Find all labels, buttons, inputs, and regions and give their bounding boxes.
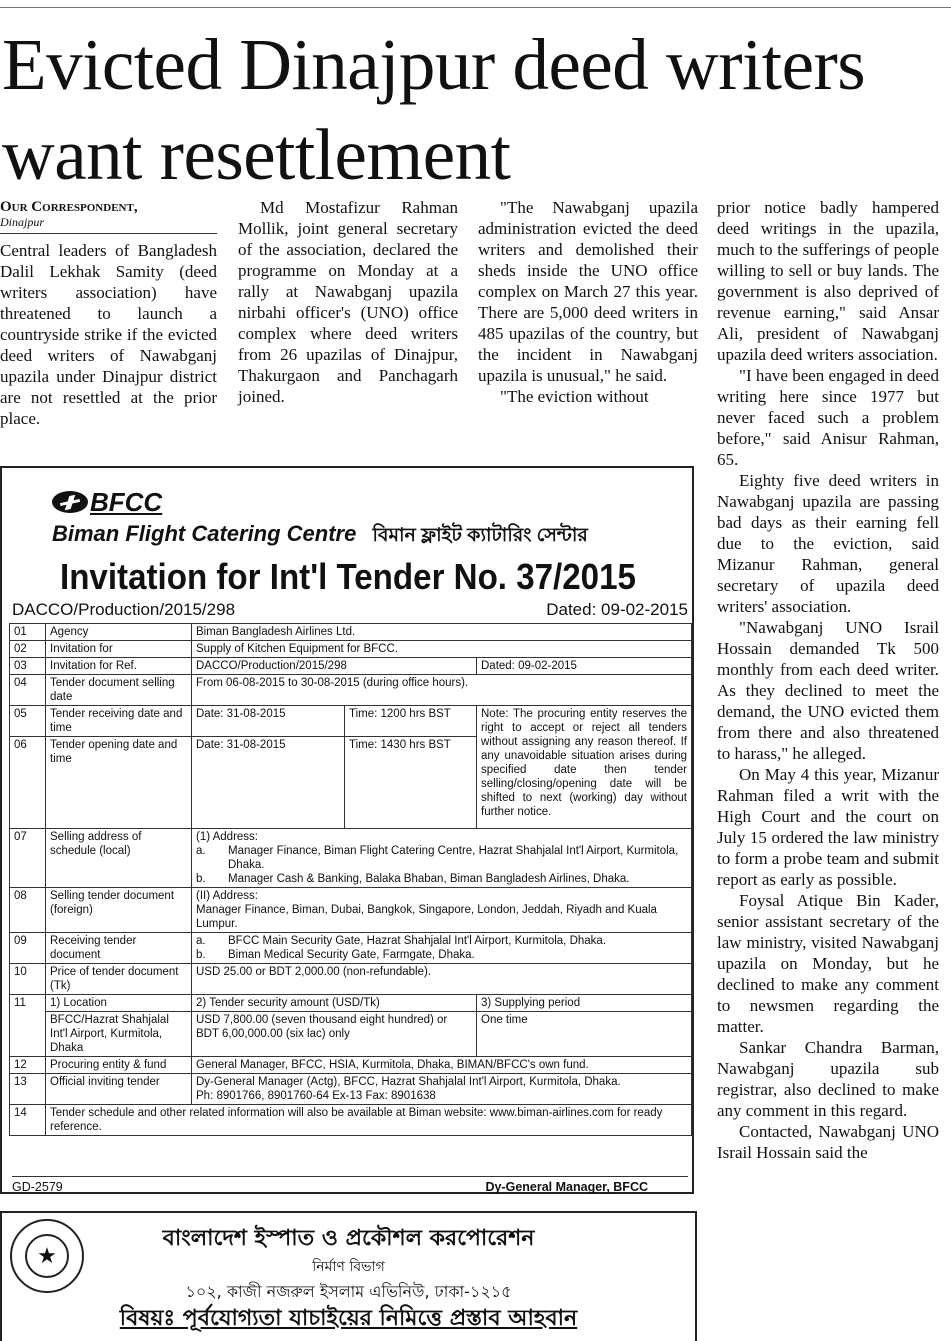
top-rule	[0, 7, 951, 8]
table-row: 10 Price of tender document (Tk) USD 25.00 or BDT 2,000.00 (non-refundable).	[10, 964, 692, 995]
article-column-1	[0, 199, 217, 429]
corporation-name: বাংলাদেশ ইস্পাত ও প্রকৌশল করপোরেশন	[162, 1226, 535, 1251]
article-column-4	[717, 197, 939, 1163]
table-row: 06 Tender opening date and time Date: 31-08-2015 Time: 1430 hrs BST	[10, 737, 692, 829]
table-row: 09 Receiving tender document a. BFCC Main Security Gate, Hazrat Shahjalal Int'l Airport, Kurmitola, Dhaka. b. Biman Medical Security Gate, Farmgate, Dhaka.	[10, 933, 692, 964]
table-row: 02 Invitation for Supply of Kitchen Equipment for BFCC.	[10, 641, 692, 658]
paragraph: Central leaders of Bangladesh Dalil Lekhak Samity (deed writers association) have threatened to launch a countryside strike if the evicted deed writers of Nawabganj upazila under Dinajpur district are not resettled at the prior place.	[0, 241, 217, 428]
paragraph: Foysal Atique Bin Kader, senior assistant secretary of the law ministry, visited Nawabganj upazila on Monday, but he declined to make any comment to newsmen regarding the matter.	[717, 891, 939, 1036]
table-row: 07 Selling address of schedule (local) (1) Address: a. Manager Finance, Biman Flight Catering Centre, Hazrat Shahjalal Int'l Airport, Kurmitola, Dhaka. b. Manager Cash & Banking, Balaka Bhaban, Biman Bangladesh Airlines, Dhaka.	[10, 829, 692, 888]
reference-number: DACCO/Production/2015/298	[12, 600, 236, 619]
tender-title: Invitation for Int'l Tender No. 37/2015	[60, 556, 636, 597]
bsec-advertisement	[0, 1211, 697, 1341]
tender-note: Note: The procuring entity reserves the right to accept or reject all tenders without assigning any reason thereof. If any unavoidable situation arises during specified date then tender selling/closing/opening date will be shifted to next (working) day without further notice.	[477, 706, 692, 829]
headline: Evicted Dinajpur deed writers want resettlement	[2, 24, 866, 195]
paragraph: On May 4 this year, Mizanur Rahman filed a writ with the High Court and the court on July 15 ordered the law ministry to form a probe team and submit report as early as possible.	[717, 765, 939, 889]
tender-table	[9, 623, 692, 1136]
dateline: Dinajpur	[0, 215, 45, 229]
tender-advertisement	[0, 466, 694, 1194]
signatory: Dy-General Manager, BFCC	[485, 1180, 648, 1194]
gd-number: GD-2579	[12, 1180, 63, 1194]
paragraph: Sankar Chandra Barman, Nawabganj upazila sub registrar, also declined to make any comment in this regard.	[717, 1038, 939, 1120]
reference-date: Dated: 09-02-2015	[546, 600, 688, 619]
table-row: 08 Selling tender document (foreign) (II) Address: Manager Finance, Biman, Dubai, Bangkok, Singapore, London, Jeddah, Riyadh and Kuala Lumpur.	[10, 888, 692, 933]
table-row: 14 Tender schedule and other related information will also be available at Biman website: www.biman-airlines.com for ready reference.	[10, 1105, 692, 1136]
ad-footer	[12, 1176, 688, 1194]
byline: Our Correspondent,	[0, 199, 138, 215]
table-row: 01 Agency Biman Bangladesh Airlines Ltd.	[10, 624, 692, 641]
article-column-2	[238, 197, 458, 407]
paragraph: "Nawabganj UNO Israil Hossain demanded Tk 500 monthly from each deed writer. As they declined to meet the demand, the UNO evicted them from there and also threatened to harass," he alleged.	[717, 618, 939, 763]
bfcc-logo	[52, 486, 162, 518]
corporation-seal-icon: ★	[10, 1219, 84, 1293]
organization-name	[52, 521, 588, 553]
org-name-bangla: বিমান ফ্লাইট ক্যাটারিং সেন্টার	[372, 525, 588, 546]
table-row: 04 Tender document selling date From 06-08-2015 to 30-08-2015 (during office hours).	[10, 675, 692, 706]
table-row: 05 Tender receiving date and time Date: 31-08-2015 Time: 1200 hrs BST Note: The procuring entity reserves the right to accept or reject all tenders without assigning any reason thereof. If any unavoidable situation arises during specified date then tender selling/closing/opening date will be shifted to next (working) day without further notice.	[10, 706, 692, 737]
paragraph: "The eviction without	[500, 387, 649, 406]
table-row: 03 Invitation for Ref. DACCO/Production/2015/298 Dated: 09-02-2015	[10, 658, 692, 675]
ad-subject: বিষয়ঃ পূর্বযোগ্যতা যাচাইয়ের নিমিত্তে প্রস্তাব আহবান	[119, 1306, 578, 1331]
org-name-english: Biman Flight Catering Centre	[52, 521, 357, 546]
airplane-icon	[52, 491, 88, 513]
paragraph: "I have been engaged in deed writing here since 1977 but never faced such a problem before," said Anisur Rahman, 65.	[717, 366, 939, 469]
reference-row	[12, 600, 688, 620]
table-row: 13 Official inviting tender Dy-General Manager (Actg), BFCC, Hazrat Shahjalal Int'l Airport, Kurmitola, Dhaka. Ph: 8901766, 8901760-64 Ex-13 Fax: 8901638	[10, 1074, 692, 1105]
paragraph: Eighty five deed writers in Nawabganj upazila are passing bad days as their earning fell due to the eviction, said Mizanur Rahman, general secretary of upazila deed writers' association.	[717, 471, 939, 616]
table-row: BFCC/Hazrat Shahjalal Int'l Airport, Kurmitola, Dhaka USD 7,800.00 (seven thousand eight hundred) or BDT 6,00,000.00 (six lac) only One time	[10, 1012, 692, 1057]
logo-text: BFCC	[90, 486, 163, 517]
paragraph: prior notice badly hampered deed writings in the upazila, much to the sufferings of people willing to sell or buy lands. The government is also deprived of revenue earning," said Ansar Ali, president of Nawabganj upazila deed writers association.	[717, 198, 939, 364]
table-row: 11 1) Location 2) Tender security amount (USD/Tk) 3) Supplying period	[10, 995, 692, 1012]
paragraph: Md Mostafizur Rahman Mollik, joint general secretary of the association, declared the programme on Monday at a rally at Nawabganj upazila nirbahi officer's (UNO) office complex where deed writers from 26 upazilas of Dinajpur, Thakurgaon and Panchagarh joined.	[238, 198, 458, 406]
table-row: 12 Procuring entity & fund General Manager, BFCC, HSIA, Kurmitola, Dhaka, BIMAN/BFCC's own fund.	[10, 1057, 692, 1074]
paragraph: Contacted, Nawabganj UNO Israil Hossain said the	[717, 1122, 939, 1162]
department-name: নির্মাণ বিভাগ	[312, 1259, 385, 1275]
paragraph: "The Nawabganj upazila administration evicted the deed writers and demolished their sheds inside the UNO office complex on March 27 this year. There are 5,000 deed writers in 485 upazilas of the country, but the incident in Nawabganj upazila is unusual," he said.	[478, 198, 698, 385]
byline-divider	[0, 233, 217, 234]
corporation-address: ১০২, কাজী নজরুল ইসলাম এভিনিউ, ঢাকা-১২১৫	[185, 1282, 512, 1301]
article-column-3	[478, 197, 698, 407]
